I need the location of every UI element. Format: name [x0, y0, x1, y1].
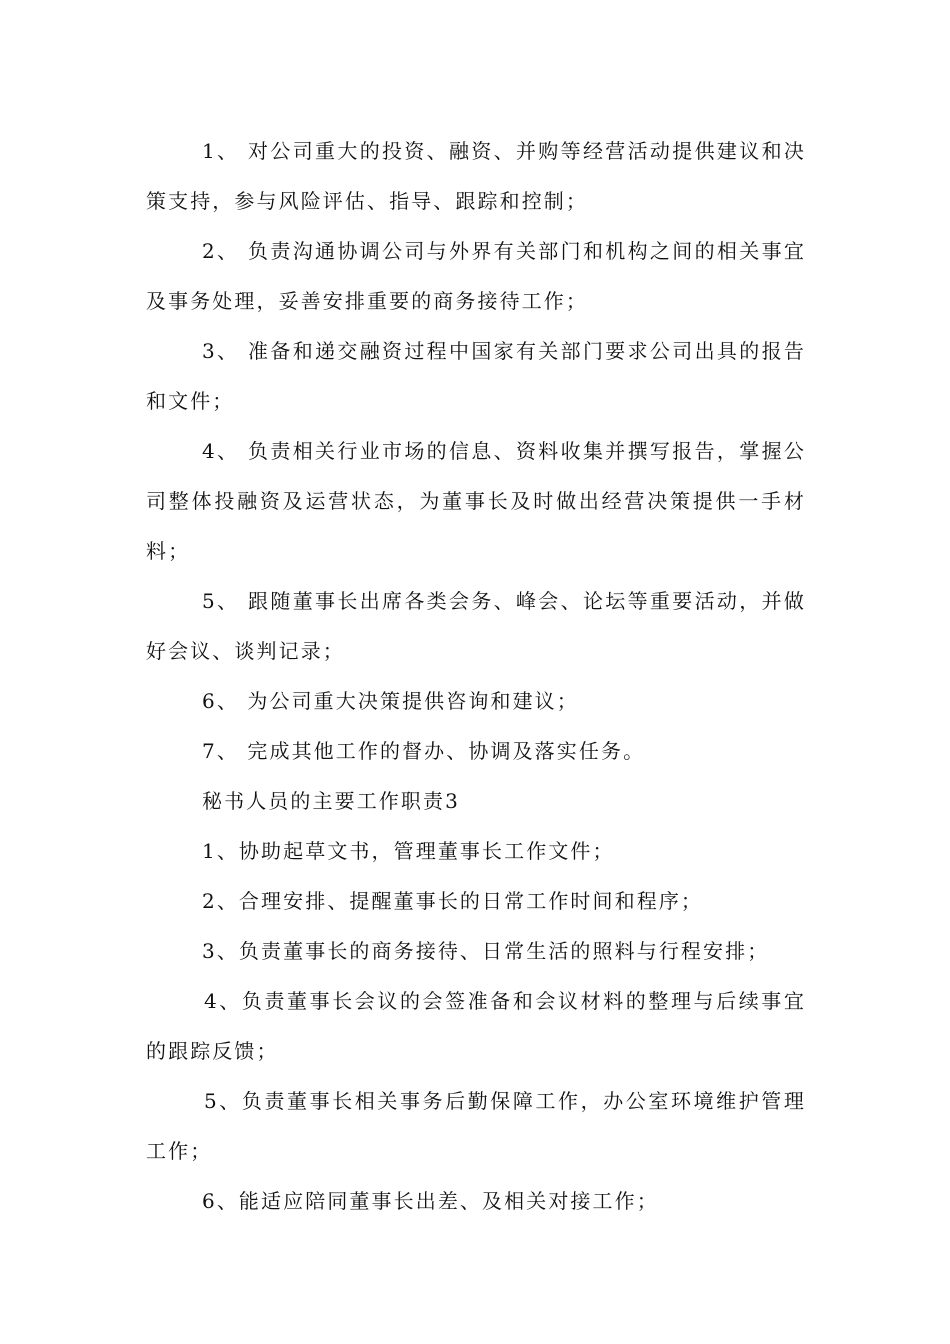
document-body [146, 126, 806, 1226]
duty-item-2: 2、 负责沟通协调公司与外界有关部门和机构之间的相关事宜及事务处理，妥善安排重要的商务接待工作； [146, 239, 806, 313]
duty-item-7: 7、 完成其他工作的督办、协调及落实任务。 [202, 739, 646, 763]
duty-item-3: 3、 准备和递交融资过程中国家有关部门要求公司出具的报告和文件； [146, 339, 806, 413]
secretary-duty-4: 4、负责董事长会议的会签准备和会议材料的整理与后续事宜的跟踪反馈； [146, 989, 806, 1063]
secretary-duty-2: 2、合理安排、提醒董事长的日常工作时间和程序； [202, 889, 704, 913]
duty-item-1: 1、 对公司重大的投资、融资、并购等经营活动提供建议和决策支持，参与风险评估、指导、跟踪和控制； [146, 139, 806, 213]
section-heading: 秘书人员的主要工作职责3 [202, 789, 460, 813]
secretary-duty-1: 1、协助起草文书，管理董事长工作文件； [202, 839, 615, 863]
duty-item-5: 5、 跟随董事长出席各类会务、峰会、论坛等重要活动，并做好会议、谈判记录； [146, 589, 806, 663]
secretary-duty-6: 6、能适应陪同董事长出差、及相关对接工作； [202, 1189, 659, 1213]
duty-item-6: 6、 为公司重大决策提供咨询和建议； [202, 689, 579, 713]
duty-item-4: 4、 负责相关行业市场的信息、资料收集并撰写报告，掌握公司整体投融资及运营状态，为董事长及时做出经营决策提供一手材料； [146, 439, 806, 563]
secretary-duty-3: 3、负责董事长的商务接待、日常生活的照料与行程安排； [202, 939, 770, 963]
secretary-duty-5: 5、负责董事长相关事务后勤保障工作，办公室环境维护管理工作； [146, 1089, 806, 1163]
